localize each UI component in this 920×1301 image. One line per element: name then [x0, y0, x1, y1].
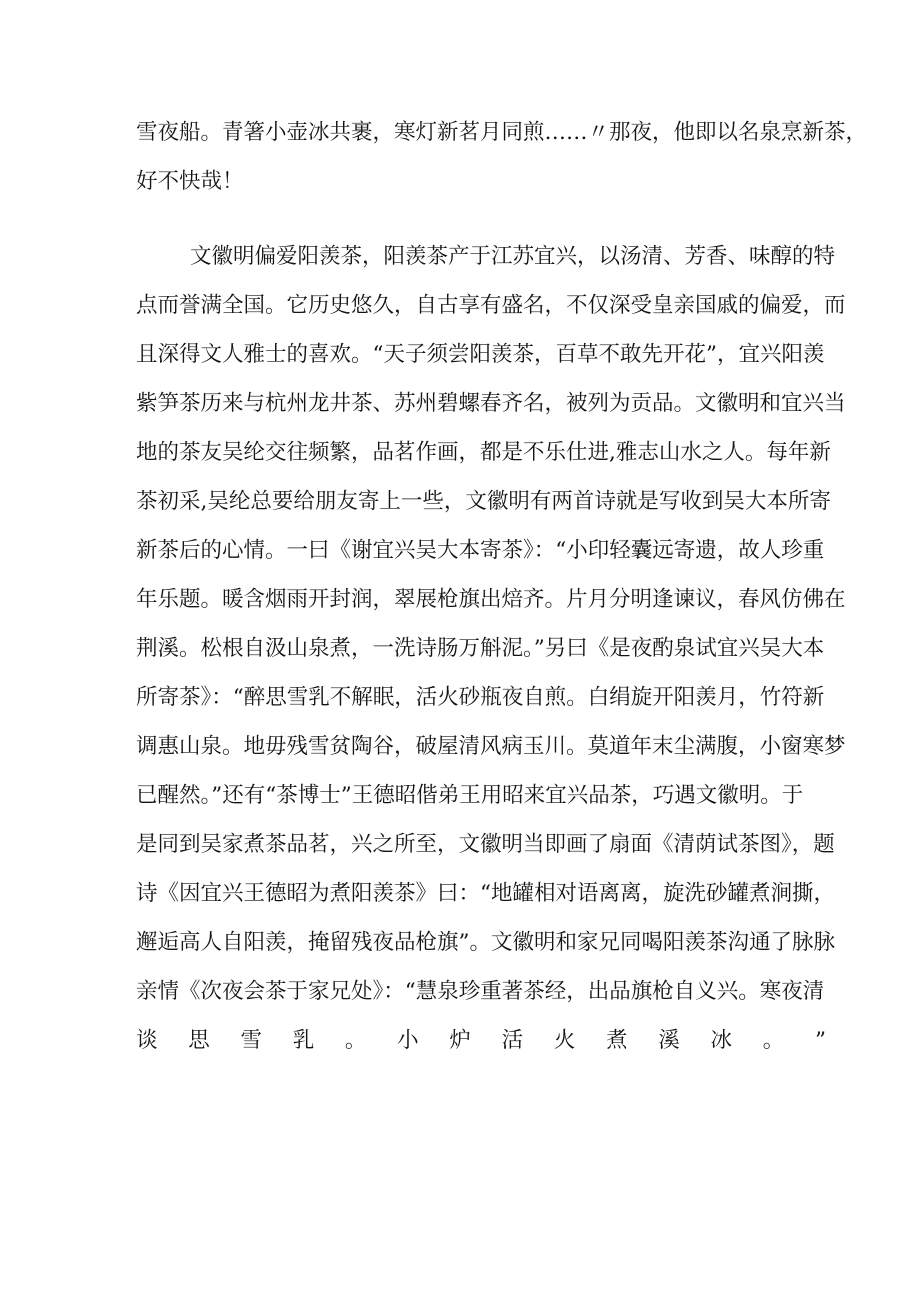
text-line: 紫笋茶历来与杭州龙井茶、苏州碧螺春齐名，被列为贡品。文徽明和宜兴当	[136, 391, 846, 416]
text-line: 点而誉满全国。它历史悠久，自古享有盛名，不仅深受皇亲国戚的偏爱，而	[136, 293, 846, 318]
text-line: 且深得文人雅士的喜欢。“天子须尝阳羡茶，百草不敢先开花”，宜兴阳羡	[136, 342, 825, 367]
text-line: 亲情《次夜会茶于家兄处》：“慧泉珍重著茶经，出品旗枪自义兴。寒夜清	[136, 979, 825, 1004]
text-line: 文徽明偏爱阳羡茶，阳羡茶产于江苏宜兴，以汤清、芳香、味醇的特	[190, 244, 836, 269]
text-line: 地的茶友吴纶交往频繁，品茗作画，都是不乐仕进,雅志山水之人。每年新	[136, 440, 831, 465]
text-line: 新茶后的心情。一曰《谢宜兴吴大本寄茶》：“小印轻囊远寄遗，故人珍重	[136, 538, 825, 563]
text-line: 荆溪。松根自汲山泉煮，一洗诗肠万斛泥。”另曰《是夜酌泉试宜兴吴大本	[136, 636, 825, 661]
text-line: 已醒然。”还有“茶博士”王德昭偕弟王用昭来宜兴品茶，巧遇文徽明。于	[136, 783, 804, 808]
text-line: 诗《因宜兴王德昭为煮阳羡茶》曰：“地罐相对语离离，旋洗砂罐煮涧撕，	[136, 881, 835, 906]
text-line: 谈 思 雪 乳 。 小 炉 活 火 煮 溪 冰 。 ”	[136, 1028, 826, 1053]
text-line: 邂逅高人自阳羡，掩留残夜品枪旗”。文徽明和家兄同喝阳羡茶沟通了脉脉	[136, 930, 835, 955]
text-line: 是同到吴家煮茶品茗，兴之所至，文徽明当即画了扇面《清荫试茶图》，题	[136, 832, 835, 857]
text-line: 雪夜船。青箸小壶冰共裹，寒灯新茗月同煎……〃那夜，他即以名泉烹新茶，	[136, 120, 868, 145]
text-line: 所寄茶》：“醉思雪乳不解眠，活火砂瓶夜自煎。白绢旋开阳羡月，竹符新	[136, 685, 825, 710]
text-line: 年乐题。暖含烟雨开封润，翠展枪旗出焙齐。片月分明逢谏议，春风仿佛在	[136, 587, 846, 612]
text-line: 茶初采,吴纶总要给朋友寄上一些，文徽明有两首诗就是写收到吴大本所寄	[136, 489, 831, 514]
text-line: 好不快哉！	[136, 169, 244, 194]
text-line: 调惠山泉。地毋残雪贫陶谷，破屋清风病玉川。莫道年末尘满腹，小窗寒梦	[136, 734, 846, 759]
